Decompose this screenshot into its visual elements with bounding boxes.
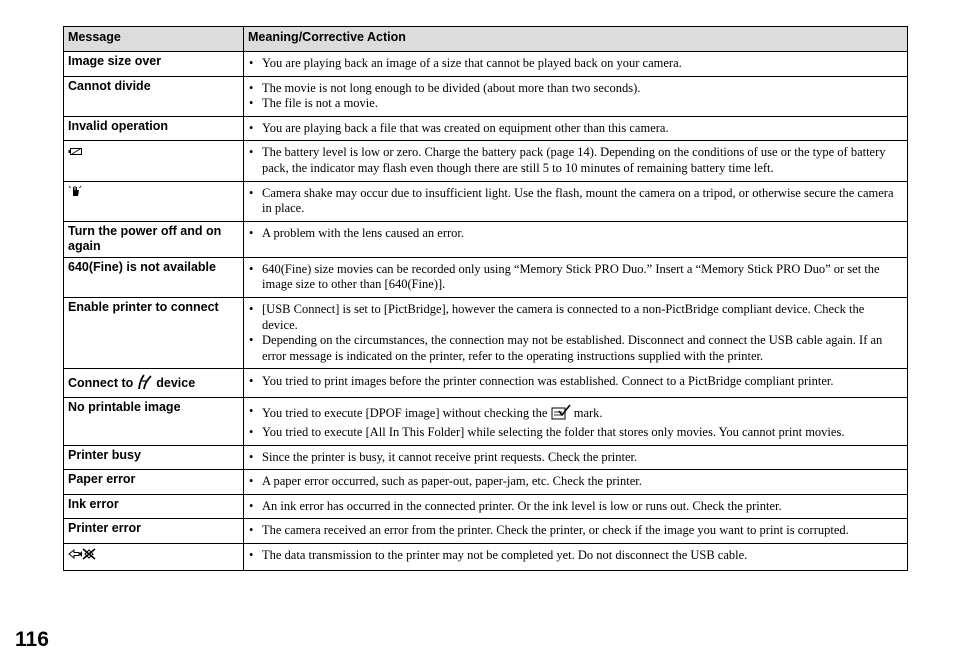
pictbridge-icon [137,374,153,394]
table-row [64,297,908,368]
table-row [64,76,908,116]
meaning-cell [244,141,908,181]
message-cell: Printer error [64,519,244,544]
bullet-item [258,404,903,425]
table-header-row [64,27,908,52]
table-row [64,369,908,398]
message-cell: Invalid operation [64,116,244,141]
message-cell: Paper error [64,470,244,495]
meaning-cell [244,494,908,519]
meaning-cell [244,297,908,368]
table-row [64,445,908,470]
bullet-item: • The camera received an error from the printer. Check the printer, or check if the image you want to print is corrupted. [258,523,903,539]
message-cell [64,141,244,181]
bullet-item: • The data transmission to the printer may not be completed yet. Do not disconnect the USB cable. [258,548,903,564]
bullet-item: • The movie is not long enough to be divided (about more than two seconds). [258,81,903,97]
message-cell: No printable image [64,398,244,445]
meaning-cell [244,116,908,141]
bullet-item: • You are playing back a file that was created on equipment other than this camera. [258,121,903,137]
meaning-cell [244,257,908,297]
table-row [64,257,908,297]
bullet-item: • You tried to execute [All In This Folder] while selecting the folder that stores only movies. You cannot print movies. [258,425,903,441]
message-text-before: Connect to [68,376,134,391]
meaning-cell [244,221,908,257]
message-cell [64,543,244,570]
message-cell [64,181,244,221]
message-cell: Turn the power off and on again [64,221,244,257]
camera-shake-warning-icon [68,184,82,198]
bullet-item: • Camera shake may occur due to insufficient light. Use the flash, mount the camera on a tripod, or otherwise secure the camera in place. [258,186,903,217]
message-cell: Ink error [64,494,244,519]
meaning-cell [244,445,908,470]
page-number: 116 [15,628,49,651]
meaning-cell [244,519,908,544]
battery-empty-icon [68,143,82,157]
data-transfer-icon [68,546,96,560]
table-row [64,470,908,495]
table-row [64,519,908,544]
message-cell: 640(Fine) is not available [64,257,244,297]
bullet-item: • A problem with the lens caused an error. [258,226,903,242]
print-order-mark-icon [551,404,571,425]
table-row [64,181,908,221]
message-cell: Printer busy [64,445,244,470]
message-text-after: device [156,376,196,391]
message-cell: Image size over [64,52,244,77]
table-row [64,141,908,181]
bullet-item: • You tried to print images before the printer connection was established. Connect to a PictBridge compliant printer. [258,374,903,390]
meaning-cell [244,398,908,445]
bullet-item: • You are playing back an image of a size that cannot be played back on your camera. [258,56,903,72]
message-cell: Cannot divide [64,76,244,116]
meaning-cell [244,76,908,116]
bullet-item: • The file is not a movie. [258,96,903,112]
meaning-cell [244,369,908,398]
table-row [64,221,908,257]
error-message-table [63,26,908,571]
meaning-cell [244,52,908,77]
bullet-text-after: mark. [573,406,603,421]
table-row [64,494,908,519]
header-message: Message [64,27,244,52]
table-row [64,116,908,141]
meaning-cell [244,470,908,495]
bullet-item: • 640(Fine) size movies can be recorded only using “Memory Stick PRO Duo.” Insert a “Memory Stick PRO Duo” or set the image size to other than [640(Fine)]. [258,262,903,293]
bullet-item: • [USB Connect] is set to [PictBridge], however the camera is connected to a non-PictBridge compliant device. Check the device. [258,302,903,333]
message-cell [64,369,244,398]
meaning-cell [244,181,908,221]
bullet-item: • A paper error occurred, such as paper-out, paper-jam, etc. Check the printer. [258,474,903,490]
message-cell: Enable printer to connect [64,297,244,368]
bullet-item: • Since the printer is busy, it cannot receive print requests. Check the printer. [258,450,903,466]
meaning-cell [244,543,908,570]
bullet-text-before: You tried to execute [DPOF image] without checking the [262,406,548,421]
bullet-item: • Depending on the circumstances, the connection may not be established. Disconnect and connect the USB cable again. If an error message is indicated on the printer, refer to the operating instructions supplied with the printer. [258,333,903,364]
header-meaning: Meaning/Corrective Action [244,27,908,52]
bullet-item: • The battery level is low or zero. Charge the battery pack (page 14). Depending on the conditions of use or the type of battery pack, the indicator may flash even though there are still 5 to 10 minutes of remaining battery time left. [258,145,903,176]
table-row [64,398,908,445]
bullet-item: • An ink error has occurred in the connected printer. Or the ink level is low or runs out. Check the printer. [258,499,903,515]
table-row [64,543,908,570]
table-row [64,52,908,77]
